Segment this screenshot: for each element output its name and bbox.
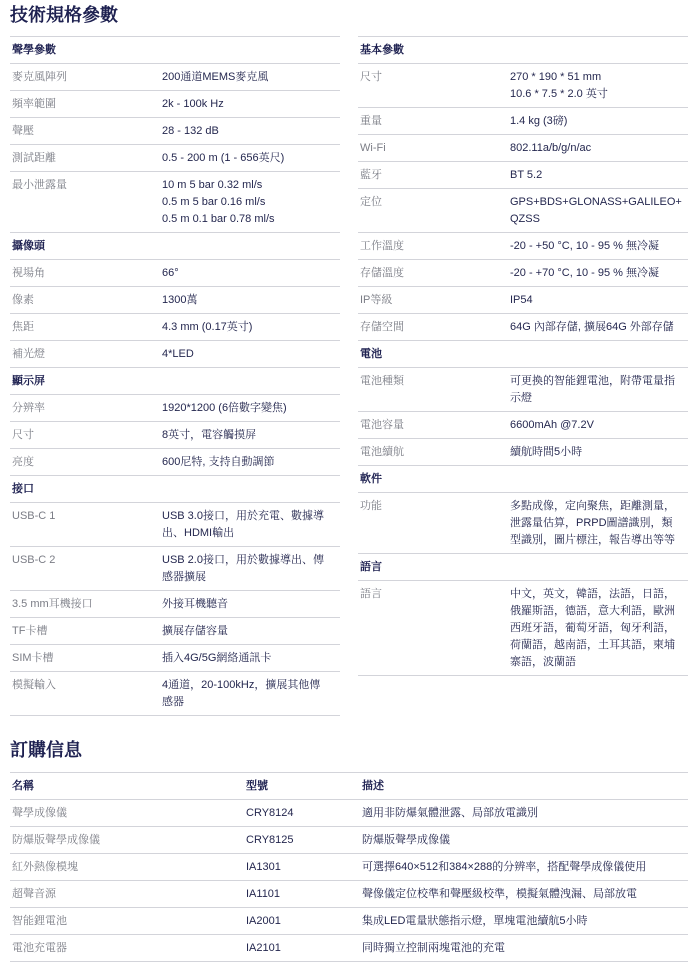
spec-value [162, 508, 340, 542]
spec-value-line: 4*LED [162, 348, 194, 360]
ordering-desc: 可選擇640×512和384×288的分辨率，搭配聲學成像儀使用 [362, 861, 647, 873]
spec-row [358, 135, 688, 162]
spec-label: 電池容量 [360, 419, 404, 431]
spec-label: 功能 [360, 500, 382, 512]
spec-section-language [358, 554, 688, 676]
spec-row [358, 439, 688, 466]
spec-row [10, 172, 340, 233]
spec-value-line: 1300萬 [162, 294, 198, 306]
spec-value [510, 69, 688, 103]
spec-value [510, 113, 688, 130]
spec-value-line: 俄羅斯語，德語，意大利語，歐洲 [510, 605, 675, 617]
spec-label: 工作溫度 [360, 240, 404, 252]
spec-section-interfaces [10, 476, 340, 716]
section-heading: 聲學參數 [10, 37, 340, 64]
spec-value [510, 373, 688, 407]
ordering-model: IA1301 [246, 861, 281, 873]
spec-label: 尺寸 [360, 71, 382, 83]
spec-label: IP等級 [360, 294, 393, 306]
spec-value-line: 出、HDMI輸出 [162, 527, 235, 539]
spec-value-line: 寨語，波蘭語 [510, 656, 576, 668]
spec-value-line: 型識別，圖片標注，報告導出等等 [510, 534, 675, 546]
spec-row [358, 162, 688, 189]
spec-value-line: 泄露量估算，PRPD圖譜識別，類 [510, 517, 673, 529]
ordering-name: 紅外熱像模塊 [12, 861, 78, 873]
ordering-desc: 集成LED電量狀態指示燈，單塊電池續航5小時 [362, 915, 588, 927]
ordering-desc: 同時獨立控制兩塊電池的充電 [362, 942, 505, 954]
spec-section-acoustic [10, 37, 340, 233]
spec-label: Wi-Fi [360, 142, 386, 154]
section-heading: 語言 [358, 554, 688, 581]
ordering-desc: 適用非防爆氣體泄露、局部放電識別 [362, 807, 538, 819]
ordering-desc: 聲像儀定位校準和聲壓級校準，模擬氣體洩漏、局部放電 [362, 888, 637, 900]
spec-value [162, 400, 340, 417]
spec-value [162, 596, 340, 613]
spec-row [358, 260, 688, 287]
section-heading: 顯示屏 [10, 368, 340, 395]
spec-value-line: 多點成像，定向聚焦，距離測量， [510, 500, 675, 512]
spec-row [10, 341, 340, 368]
ordering-header-desc: 描述 [362, 780, 384, 792]
spec-label: TF卡槽 [12, 625, 48, 637]
spec-row [10, 547, 340, 591]
spec-value [162, 650, 340, 667]
spec-label: 聲壓 [12, 125, 34, 137]
spec-row [10, 618, 340, 645]
ordering-model: CRY8124 [246, 807, 294, 819]
spec-label: 分辨率 [12, 402, 45, 414]
spec-value-line: 802.11a/b/g/n/ac [510, 142, 592, 154]
spec-value-line: -20 - +70 °C, 10 - 95 % 無冷凝 [510, 267, 659, 279]
spec-value [510, 194, 688, 228]
ordering-row [10, 827, 688, 854]
spec-label: 電池種類 [360, 375, 404, 387]
spec-value-line: QZSS [510, 213, 540, 225]
spec-value-line: USB 2.0接口，用於數據導出、傳 [162, 554, 324, 566]
ordering-model: IA2001 [246, 915, 281, 927]
spec-row [358, 108, 688, 135]
ordering-header-model: 型號 [246, 780, 268, 792]
spec-row [10, 503, 340, 547]
spec-label: SIM卡槽 [12, 652, 54, 664]
spec-value-line: 200通道MEMS麥克風 [162, 71, 269, 83]
section-heading: 攝像頭 [10, 233, 340, 260]
spec-value [510, 417, 688, 434]
ordering-desc: 防爆版聲學成像儀 [362, 834, 450, 846]
spec-value-line: 可更換的智能鋰電池，附帶電量指 [510, 375, 675, 387]
spec-label: 頻率範圍 [12, 98, 56, 110]
spec-row [10, 422, 340, 449]
spec-section-software [358, 466, 688, 554]
spec-value [162, 292, 340, 309]
spec-value [162, 177, 340, 228]
spec-value-line: 10 m 5 bar 0.32 ml/s [162, 179, 263, 191]
spec-value-line: BT 5.2 [510, 169, 543, 181]
spec-value-line: 10.6 * 7.5 * 2.0 英寸 [510, 88, 608, 100]
spec-value [510, 140, 688, 157]
section-heading: 基本參數 [358, 37, 688, 64]
spec-label: 亮度 [12, 456, 34, 468]
spec-value [510, 167, 688, 184]
spec-label: 藍牙 [360, 169, 382, 181]
ordering-row [10, 800, 688, 827]
ordering-name: 聲學成像儀 [12, 807, 67, 819]
spec-label: 補光燈 [12, 348, 45, 360]
spec-value [510, 238, 688, 255]
spec-value [162, 623, 340, 640]
spec-label: 定位 [360, 196, 382, 208]
spec-value [510, 586, 688, 671]
spec-value [162, 454, 340, 471]
ordering-header-row [10, 773, 688, 800]
ordering-name: 防爆版聲學成像儀 [12, 834, 100, 846]
ordering-model: CRY8125 [246, 834, 294, 846]
spec-row [358, 581, 688, 676]
spec-value [162, 69, 340, 86]
spec-label: 電池續航 [360, 446, 404, 458]
spec-value-line: 2k - 100k Hz [162, 98, 224, 110]
spec-label: 存儲溫度 [360, 267, 404, 279]
spec-row [358, 412, 688, 439]
spec-label: 存儲空間 [360, 321, 404, 333]
spec-value-line: 0.5 m 5 bar 0.16 ml/s [162, 196, 266, 208]
spec-row [10, 91, 340, 118]
spec-label: 麥克風陣列 [12, 71, 67, 83]
spec-value [162, 96, 340, 113]
spec-row [10, 260, 340, 287]
spec-value-line: 感器擴展 [162, 571, 206, 583]
ordering-row [10, 854, 688, 881]
spec-row [358, 287, 688, 314]
ordering-row [10, 935, 688, 962]
spec-row [10, 118, 340, 145]
spec-value-line: 6600mAh @7.2V [510, 419, 594, 431]
spec-value-line: 擴展存儲容量 [162, 625, 228, 637]
spec-value-line: 中文，英文，韓語，法語，日語， [510, 588, 675, 600]
spec-value-line: 荷蘭語，越南語，土耳其語，柬埔 [510, 639, 675, 651]
spec-label: USB-C 2 [12, 554, 56, 566]
ordering-row [10, 908, 688, 935]
ordering-title: 訂購信息 [10, 740, 82, 760]
spec-value-line: 插入4G/5G網絡通訊卡 [162, 652, 272, 664]
ordering-table [10, 772, 688, 962]
spec-value-line: 0.5 m 0.1 bar 0.78 ml/s [162, 213, 275, 225]
spec-row [10, 395, 340, 422]
section-heading: 軟件 [358, 466, 688, 493]
spec-value-line: 0.5 - 200 m (1 - 656英尺) [162, 152, 285, 164]
ordering-name: 超聲音源 [12, 888, 56, 900]
spec-row [358, 64, 688, 108]
spec-row [358, 189, 688, 233]
spec-value [510, 292, 688, 309]
spec-label: USB-C 1 [12, 510, 56, 522]
spec-row [10, 145, 340, 172]
spec-section-display [10, 368, 340, 476]
spec-row [10, 645, 340, 672]
spec-label: 模擬輸入 [12, 679, 56, 691]
spec-value-line: 1.4 kg (3磅) [510, 115, 568, 127]
spec-column-left [10, 36, 340, 716]
spec-value-line: 4通道，20-100kHz，擴展其他傳 [162, 679, 321, 691]
section-heading: 電池 [358, 341, 688, 368]
spec-value [510, 319, 688, 336]
spec-value-line: 64G 內部存儲, 擴展64G 外部存儲 [510, 321, 674, 333]
spec-row [10, 449, 340, 476]
spec-label: 重量 [360, 115, 382, 127]
spec-value [510, 265, 688, 282]
section-heading: 接口 [10, 476, 340, 503]
spec-row [10, 314, 340, 341]
spec-value-line: USB 3.0接口，用於充電、數據導 [162, 510, 324, 522]
spec-value [162, 265, 340, 282]
spec-label: 尺寸 [12, 429, 34, 441]
spec-value [162, 346, 340, 363]
page-title: 技術規格參數 [10, 5, 118, 25]
spec-label: 視場角 [12, 267, 45, 279]
spec-label: 測試距離 [12, 152, 56, 164]
spec-row [10, 64, 340, 91]
spec-value-line: 66° [162, 267, 179, 279]
spec-row [358, 233, 688, 260]
spec-label: 像素 [12, 294, 34, 306]
spec-value [162, 677, 340, 711]
spec-value-line: 600尼特, 支持自動調節 [162, 456, 275, 468]
spec-row [358, 368, 688, 412]
spec-value [162, 427, 340, 444]
spec-value-line: 續航時間5小時 [510, 446, 583, 458]
spec-value [162, 123, 340, 140]
spec-value-line: 270 * 190 * 51 mm [510, 71, 602, 83]
ordering-header-name: 名稱 [12, 780, 34, 792]
spec-value-line: GPS+BDS+GLONASS+GALILEO+ [510, 196, 682, 208]
spec-row [10, 287, 340, 314]
spec-row [10, 672, 340, 716]
spec-value-line: 感器 [162, 696, 184, 708]
spec-value-line: 28 - 132 dB [162, 125, 219, 137]
spec-label: 最小泄露量 [12, 179, 67, 191]
spec-value [162, 150, 340, 167]
ordering-model: IA1101 [246, 888, 281, 900]
spec-row [358, 314, 688, 341]
spec-value-line: 西班牙語，葡萄牙語，匈牙利語， [510, 622, 675, 634]
spec-section-basic [358, 37, 688, 341]
spec-value-line: 外接耳機聽音 [162, 598, 228, 610]
ordering-row [10, 881, 688, 908]
spec-section-battery [358, 341, 688, 466]
spec-section-camera [10, 233, 340, 368]
spec-label: 焦距 [12, 321, 34, 333]
spec-label: 3.5 mm耳機接口 [12, 598, 93, 610]
spec-label: 語言 [360, 588, 382, 600]
spec-value-line: 示燈 [510, 392, 532, 404]
spec-value [510, 498, 688, 549]
spec-column-right [358, 36, 688, 676]
spec-value [162, 319, 340, 336]
spec-value-line: IP54 [510, 294, 533, 306]
spec-value-line: 1920*1200 (6倍數字變焦) [162, 402, 287, 414]
spec-value-line: 4.3 mm (0.17英寸) [162, 321, 253, 333]
ordering-model: IA2101 [246, 942, 281, 954]
spec-row [358, 493, 688, 554]
spec-value [162, 552, 340, 586]
spec-value [510, 444, 688, 461]
ordering-name: 智能鋰電池 [12, 915, 67, 927]
ordering-name: 電池充電器 [12, 942, 67, 954]
spec-row [10, 591, 340, 618]
spec-value-line: -20 - +50 °C, 10 - 95 % 無冷凝 [510, 240, 659, 252]
spec-value-line: 8英寸，電容觸摸屏 [162, 429, 257, 441]
